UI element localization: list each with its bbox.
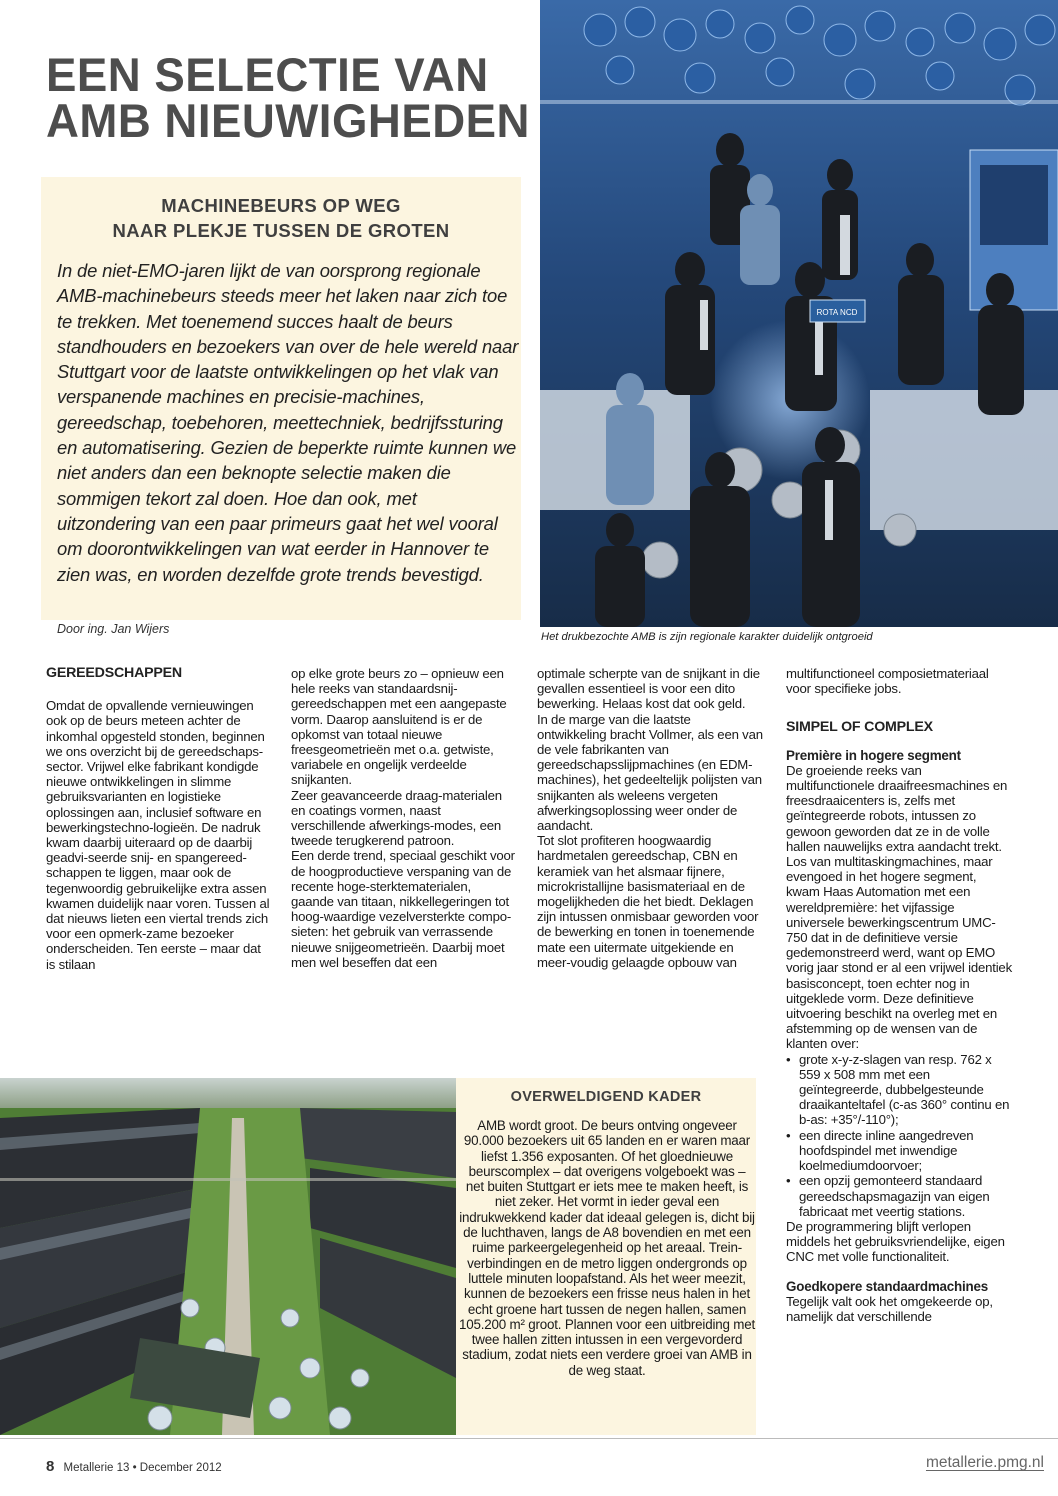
- column-4-paragraph-5: Tegelijk valt ook het omgekeerde op, namelijk dat verschillende: [786, 1293, 993, 1324]
- kader-text: AMB wordt groot. De beurs ontving ongeveer 90.000 bezoekers uit 65 landen en er waren maar liefst 1.356 exposanten. Of het gloednieuwe beurscomplex – dat overigens volgeboekt was – net buiten Stuttgart er iets mee te maken heeft, is niet zeker. Het vormt in ieder geval een indrukwekkend kader dat ideaal gelegen is, dicht bij de luchthaven, langs de A8 bovendien en met een ruime parkeergelegenheid op het areaal. Trein-verbindingen en de metro liggen ondergronds op luttele minuten loopafstand. Als het weer meezit, kunnen de bezoekers een frisse neus halen in het echt groene hart tussen de negen hallen, samen 105.200 m² groot. Plannen voor een uitbreiding met twee hallen zitten intussen in een vergevorderd stadium, zodat niets een verdere groei van AMB in de weg staat.: [459, 1118, 755, 1378]
- kader-heading: OVERWELDIGEND KADER: [510, 1089, 702, 1105]
- column-3-paragraph-1: optimale scherpte van de snijkant in die gevallen essentieel is voor een dito bewerking. Helaas kost dat ook geld.: [537, 666, 760, 712]
- column-4-paragraph-1: multifunctioneel composietmateriaal voor specifieke jobs.: [786, 666, 989, 697]
- page-headline: [46, 48, 531, 147]
- subheading-goedkopere: Goedkopere standaardmachines: [786, 1278, 989, 1294]
- section-heading-gereedschappen: GEREEDSCHAPPEN: [46, 665, 182, 681]
- column-4-paragraph-2: De groeiende reeks van multifunctionele draaifreesmachines en freesdraaicenters is, zelfs met geïntegreerde robots, intussen zo gewoon geworden dat ze in de volle hallen nauwelijks extra aandacht trekt.: [786, 762, 1008, 854]
- byline: Door ing. Jan Wijers: [57, 622, 170, 636]
- page-number: 8: [46, 1458, 55, 1475]
- column-2: [291, 666, 517, 970]
- issue-label: Metallerie 13 • December 2012: [63, 1462, 222, 1474]
- feature-list-item: • grote x-y-z-slagen van resp. 762 x 559 x 508 mm met een geïntegreerde, dubbelgesteunde draaikanteltafel (c-as 360° continu en b-as: +35°/-110°);: [786, 1052, 1012, 1128]
- footer-divider: [0, 1438, 1058, 1439]
- column-3-paragraph-3: Tot slot profiteren hoogwaardig hardmetalen gereedschap, CBN en keramiek van het alsmaar fijnere, microkristallijne basismateriaal en de mogelijkheden die het biedt. Deklagen zijn intussen onmisbaar geworden voor de bewerking en tonen in toenemende mate een uitermate uitgekiende en meer-voudig gelaagde opbouw van: [537, 833, 759, 970]
- expo-photo-caption: Het drukbezochte AMB is zijn regionale karakter duidelijk ontgroeid: [541, 631, 873, 643]
- headline-line-2: AMB NIEUWIGHEDEN: [46, 94, 530, 147]
- column-2-paragraph-1: op elke grote beurs zo – opnieuw een hele reeks van standaardsnij-gereedschappen met een aangepaste vorm. Daarop aansluitend is er de opkomst van totaal nieuwe freesgeometrieën met o.a. getwiste, variabele en ongelijk verdeelde snijkanten.: [291, 666, 507, 788]
- intro-heading-line-2: NAAR PLEKJE TUSSEN DE GROTEN: [112, 220, 450, 241]
- feature-list: [786, 1052, 1012, 1219]
- intro-heading-line-1: MACHINEBEURS OP WEG: [161, 195, 401, 216]
- section-heading-simpel-of-complex: SIMPEL OF COMPLEX: [786, 719, 933, 736]
- footer-issue: [46, 1458, 222, 1475]
- intro-heading: [41, 193, 521, 243]
- subheading-premiere: Première in hogere segment: [786, 747, 961, 763]
- column-4-paragraph-4: De programmering blijft verlopen middels het gebruiksvriendelijke, eigen CNC met volle functionaliteit.: [786, 1218, 1005, 1265]
- column-2-paragraph-2: Zeer geavanceerde draag-materialen en coatings vormen, naast verschillende afwerkings-modes, een tweede terugkerend patroon.: [291, 787, 502, 849]
- aerial-fairground-illustration: [0, 1078, 456, 1435]
- expo-hall-photo: [540, 0, 1058, 627]
- expo-hall-illustration: [540, 0, 1058, 627]
- website-link[interactable]: metallerie.pmg.nl: [925, 1454, 1044, 1471]
- headline-line-1: EEN SELECTIE VAN: [46, 48, 489, 101]
- column-2-paragraph-3: Een derde trend, speciaal geschikt voor de hoogproductieve verspaning van de recente hoge-sterktematerialen, gaande van titaan, nikkellegeringen tot hoog-waardige vezelversterkte compo-sieten: het gebruik van verrassende nieuwe snijgeometrieën. Daarbij moet men wel beseffen dat een: [291, 848, 515, 970]
- column-4-paragraph-3: Los van multitaskingmachines, maar evengoed in het hogere segment, kwam Haas Automation met een wereldpremière: het vijfassige universele bewerkingscentrum UMC-750 dat in de definitieve versie gedemonstreerd werd, want op EMO vorig jaar stond er al een vrijwel identiek basisconcept, toen echter nog in uitgeklede vorm. Deze definitieve uitvoering beschikt na overleg met en afstemming op de wensen van de klanten over:: [786, 854, 1012, 1052]
- intro-text: In de niet-EMO-jaren lijkt de van oorsprong regionale AMB-machinebeurs steeds meer het laken naar zich toe te trekken. Met toenemend succes haalt de beurs standhouders en bezoekers van over de hele wereld naar Stuttgart voor de laatste ontwikkelingen op het vlak van verspanende machines en precisie-machines, gereedschap, toebehoren, meettechniek, bedrijfssturing en automatisering. Gezien de beperkte ruimte kunnen we niet anders dan een beknopte selectie maken die sommigen tekort zal doen. Hoe dan ook, met uitzondering van een paar primeurs gaat het wel vooral om doorontwikkelingen van wat eerder in Hannover te zien was, en worden dezelfde grote trends bevestigd.: [57, 260, 519, 585]
- expo-sign-label: ROTA NCD: [816, 308, 858, 317]
- column-1: [46, 666, 272, 972]
- column-3-paragraph-2: In de marge van die laatste ontwikkeling bracht Vollmer, als een van de vele fabrikanten van gereedschapsslijpmachines (en EDM-machines), het gedeeltelijk polijsten van snijkanten als weleens vergeten afwerkingsoplossing weer onder de aandacht.: [537, 711, 763, 834]
- feature-list-item: • een opzij gemonteerd standaard gereedschapsmagazijn van eigen fabricaat met veertig stations.: [786, 1173, 1012, 1219]
- column-3: [537, 666, 763, 970]
- column-1-text: Omdat de opvallende vernieuwingen ook op de beurs meteen achter de inkomhal opgesteld stonden, beginnen we ons overzicht bij de gereedschaps-sector. Vrijwel elke fabrikant kondigde nieuwe ontwikkelingen in slimme gebruiksvarianten en logistieke oplossingen aan, inclusief software en bewerkingstechno-logieën. De nadruk kwam daarbij uiteraard op de daarbij geadvi-seerde snij- en spangereed-schappen te liggen, maar ook de tegenwoordig gebruikelijke extra assen kwamen duidelijk naar voren. Tussen al dat nieuws lieten een viertal trends zich voor een opmerk-zame bezoeker onderscheiden. Ten eerste – maar dat is stilaan: [46, 698, 270, 972]
- feature-list-item: • een directe inline aangedreven hoofdspindel met inwendige koelmediumdoorvoer;: [786, 1128, 1012, 1174]
- column-4: [786, 666, 1012, 1324]
- aerial-fairground-photo: [0, 1078, 456, 1435]
